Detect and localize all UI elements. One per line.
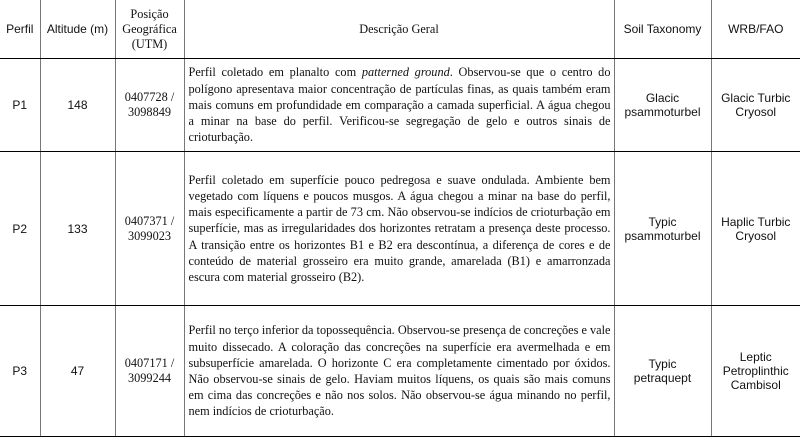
cell-soil-line1: Typic	[648, 214, 677, 229]
desc-text-italic: patterned ground	[361, 65, 450, 80]
cell-soil-line1: Typic	[648, 357, 677, 371]
cell-descricao	[184, 59, 614, 152]
header-wrb-fao: WRB/FAO	[711, 0, 800, 59]
cell-wrb-line1: Haplic Turbic	[721, 214, 791, 229]
cell-soil-line1: Glacic	[645, 91, 680, 105]
cell-wrb-line2: Cryosol	[735, 228, 777, 243]
header-perfil: Perfil	[0, 0, 40, 59]
cell-soil-taxonomy	[614, 306, 711, 437]
cell-wrb-line2: Petroplinthic	[722, 364, 789, 378]
desc-text-after: . Observou-se que o centro do polígono apresentava maior concentração de partículas finas, as quais também eram mais comuns em profundidade em comparação a camada superficial. A água chegou a minar na base do perfil. Verificou-se segregação de gelo e outros sinais de crioturbação.	[188, 65, 611, 145]
cell-wrb-line2: Cryosol	[735, 105, 777, 119]
cell-soil-line2: psammoturbel	[624, 105, 701, 119]
cell-soil-line2: psammoturbel	[624, 228, 701, 243]
cell-descricao: Perfil no terço inferior da topossequência. Observou-se presença de concreções e vale muito dissecado. A coloração das concreções na superfície era avermelhada e em subsuperfície amarelada. O horizonte C era completamente cimentado por óxidos. Não observou-se sinais de gelo. Haviam muitos líquens, os quais são mais comuns em cima das concreções e não nos solos. Não observou-se água minando no perfil, nem indícios de crioturbação.	[184, 306, 614, 437]
header-row	[0, 0, 800, 59]
header-posicao	[115, 0, 184, 59]
cell-wrb-fao	[711, 306, 800, 437]
table-row	[0, 59, 800, 152]
cell-wrb-line1: Glacic Turbic	[721, 91, 791, 105]
cell-soil-taxonomy	[614, 152, 711, 306]
cell-soil-taxonomy	[614, 59, 711, 152]
header-descricao: Descrição Geral	[184, 0, 614, 59]
header-altitude: Altitude (m)	[40, 0, 115, 59]
header-soil-taxonomy: Soil Taxonomy	[614, 0, 711, 59]
cell-utm-line2: 3099023	[127, 228, 172, 243]
cell-utm-line2: 3098849	[127, 105, 172, 119]
table-row	[0, 306, 800, 437]
cell-wrb-line3: Cambisol	[730, 378, 781, 392]
cell-utm	[115, 152, 184, 306]
desc-text-before: Perfil coletado em planalto com	[188, 65, 362, 80]
cell-utm-line1: 0407728 /	[124, 90, 175, 104]
cell-perfil: P1	[0, 59, 40, 152]
cell-utm-line1: 0407371 /	[124, 213, 175, 228]
cell-utm	[115, 59, 184, 152]
header-posicao-line3: (UTM)	[131, 36, 168, 51]
cell-perfil: P2	[0, 152, 40, 306]
header-posicao-line2: Geográfica	[122, 21, 177, 36]
cell-altitude: 133	[40, 152, 115, 306]
cell-soil-line2: petraquept	[633, 371, 692, 385]
cell-utm-line1: 0407171 /	[124, 356, 175, 370]
header-posicao-line1: Posição	[130, 6, 169, 21]
cell-utm	[115, 306, 184, 437]
cell-utm-line2: 3099244	[127, 371, 172, 385]
cell-altitude: 47	[40, 306, 115, 437]
cell-wrb-fao	[711, 152, 800, 306]
cell-descricao: Perfil coletado em superfície pouco pedregosa e suave ondulada. Ambiente bem vegetado com líquens e poucos musgos. A água chegou a minar na base do perfil, mais especificamente a partir de 73 cm. Não observou-se indícios de crioturbação em superfície, mas as irregularidades dos horizontes retratam a presença deste processo. A transição entre os horizontes B1 e B2 era descontínua, a diferença de cores e de conteúdo de material grosseiro era muito grande, amarelada (B1) e amarronzada escura com material grosseiro (B2).	[184, 152, 614, 306]
cell-wrb-line1: Leptic	[739, 350, 772, 364]
table-row	[0, 152, 800, 306]
cell-perfil: P3	[0, 306, 40, 437]
cell-wrb-fao	[711, 59, 800, 152]
cell-altitude: 148	[40, 59, 115, 152]
